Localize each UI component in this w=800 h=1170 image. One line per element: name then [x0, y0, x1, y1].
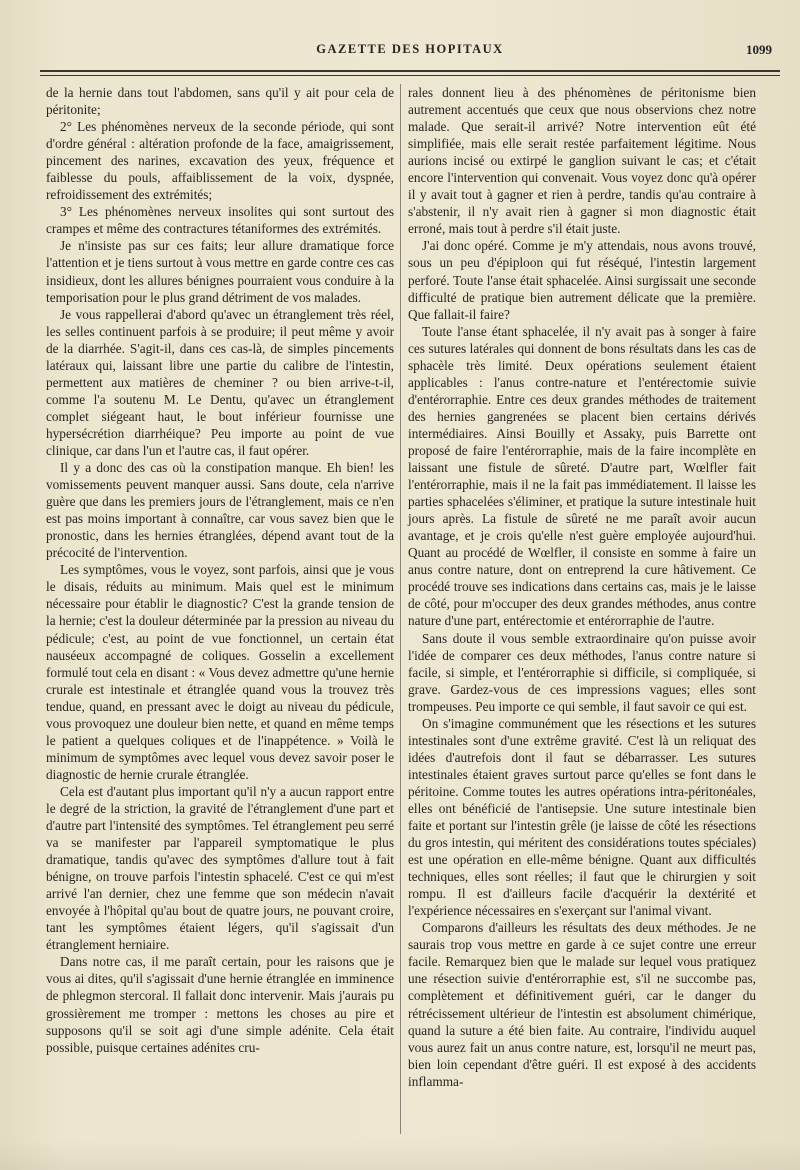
paragraph: Cela est d'autant plus important qu'il n'y a aucun rapport entre le degré de la striction, la gravité de l'étranglement d'une part et d'autre part l'intensité des symptômes. Tel étranglement peu serré va se manifester par l'appareil symptomatique le plus dramatique, tandis qu'avec des symptômes d'allure tout à fait bénigne, on trouve parfois l'intestin sphacelé. C'est ce qui m'est arrivé l'an dernier, chez une femme que son médecin n'avait envoyée à l'hôpital qu'au bout de quatre jours, ne pouvant croire, tant les symptômes étaient légers, qu'il s'agissait d'un étranglement herniaire. — [46, 783, 394, 953]
paragraph: Les symptômes, vous le voyez, sont parfois, ainsi que je vous le disais, réduits au minimum. Mais quel est le minimum nécessaire pour établir le diagnostic? C'est la grande tension de la hernie; c'est la douleur déterminée par la pression au niveau du pédicule; c'est, au point de vue fonctionnel, un certain état nauséeux accompagné de coliques. Gosselin a excellement formulé tout cela en disant : « Vous devez admettre qu'une hernie crurale est intestinale et étranglée quand vous la trouvez très tendue, quand, en pressant avec le doigt au niveau du pédicule, vous provoquez une douleur bien nette, et quand en même temps le patient a quelques coliques et de l'inappétence. » Voilà le minimum de symptômes avec lequel vous devez savoir poser le diagnostic de hernie crurale étranglée. — [46, 562, 394, 782]
paragraph: J'ai donc opéré. Comme je m'y attendais, nous avons trouvé, sous un peu d'épiploon qui fut réséqué, l'intestin largement perforé. Toute l'anse était sphacelée. Ainsi surgissait une seconde difficulté de pratique bien autrement délicate que la première. Que fallait-il faire? — [408, 238, 756, 322]
header-rule-thin — [40, 75, 780, 76]
paragraph: Il y a donc des cas où la constipation manque. Eh bien! les vomissements peuvent manquer aussi. Sans doute, cela n'arrive guère que dans les premiers jours de l'étranglement, mais ce n'en est pas moins important à connaître, car vous savez bien que le pronostic, dans les hernies étranglées, dépend avant tout de la précocité de l'intervention. — [46, 460, 394, 561]
paragraph: Je n'insiste pas sur ces faits; leur allure dramatique force l'attention et je tiens surtout à vous mettre en garde contre ces cas insidieux, dont les allures bénignes pourraient vous conduire à la temporisation pour le plus grand détriment de vos malades. — [46, 238, 394, 305]
page-number: 1099 — [746, 42, 772, 57]
right-column — [408, 84, 756, 1090]
paragraph: Comparons d'ailleurs les résultats des deux méthodes. Je ne saurais trop vous mettre en garde à ce sujet contre une erreur facile. Remarquez bien que le malade sur lequel vous pratiquez une résection suivie d'entérorraphie est, s'il ne succombe pas, complètement et définitivement guéri, car le danger du rétrécissement ultérieur de l'intestin est absolument chimérique, quand la suture a été bien faite. Au contraire, l'individu auquel vous aurez fait un anus contre nature, est, lorsqu'il ne meurt pas, bien loin cependant d'être guéri. Il est exposé à des accidents inflamma- — [408, 920, 756, 1089]
paragraph: 2° Les phénomènes nerveux de la seconde période, qui sont d'ordre général : altération profonde de la face, amaigrissement, pincement des narines, excavation des yeux, fréquence et faiblesse du pouls, affaiblissement de la voix, dyspnée, refroidissement des extrémités; — [46, 119, 394, 203]
paragraph: Dans notre cas, il me paraît certain, pour les raisons que je vous ai dites, qu'il s'agissait d'une hernie étranglée en imminence de phlegmon stercoral. Il fallait donc intervenir. Mais j'aurais pu grossièrement me tromper : mettons les choses au pire et supposons qu'il se soit agi d'une simple adénite. Cela était possible, puisque certaines adénites cru- — [46, 954, 394, 1055]
paragraph: rales donnent lieu à des phénomènes de péritonisme bien autrement accentués que ceux que nous observions chez notre malade. Que serait-il arrivé? Notre intervention eût été simplifiée, mais elle serait restée parfaitement légitime. Nous aurions incisé ou extirpé le ganglion suivant le cas; et c'était encore l'intervention qui convenait. Vous voyez donc qu'à opérer il y avait tout à gagner et rien à perdre, tandis qu'au contraire à s'abstenir, il n'y avait rien à gagner si mon diagnostic était erroné, mais tout à perdre s'il était juste. — [408, 85, 756, 237]
column-divider — [400, 84, 401, 1134]
page-edge-shadow — [0, 1140, 800, 1170]
paragraph: 3° Les phénomènes nerveux insolites qui sont surtout des crampes et même des contractures tétaniformes des extrémités. — [46, 204, 394, 237]
left-column — [46, 84, 394, 1056]
running-title: GAZETTE DES HOPITAUX — [316, 42, 504, 56]
paragraph: On s'imagine communément que les résections et les sutures intestinales sont d'une extrême gravité. C'est là un reliquat des idées d'autrefois dont il faut se débarrasser. Les sutures intestinales étaient graves surtout parce qu'elles se font dans le péritoine. Comme toutes les autres opérations intra-péritonéales, elles ont bénéficié de l'antisepsie. Une suture intestinale bien faite et portant sur l'intestin grêle (je laisse de côté les résections du gros intestin, qui méritent des considérations toutes spéciales) est une opération en elle-même bénigne. Quant aux difficultés techniques, elles sont réelles; il faut que le chirurgien y soit rompu. Il est d'ailleurs facile d'acquérir la dextérité et l'expérience nécessaires en s'exerçant sur l'animal vivant. — [408, 715, 756, 919]
header-rule-thick — [40, 70, 780, 72]
paragraph: Toute l'anse étant sphacelée, il n'y avait pas à songer à faire ces sutures latérales qui donnent de bons résultats dans les cas de sphacèle très limité. Deux opérations seulement étaient applicables : l'anus contre-nature et l'entérectomie suivie d'entérorraphie. Entre ces deux grandes méthodes de traitement des hernies gangrenées se placent bien certains dérivés intermédiaires. Ainsi Bouilly et Assaky, puis Barrette ont proposé de faire l'entérorraphie, mais de la faire incomplète en laissant une fistule de sûreté. D'autre part, Wœlfler fait l'entérorraphie, mais il ne la fait pas immédiatement. Il laisse les parties sphacelées s'éliminer, et pratique la suture intestinale huit jours après. La fistule de sûreté ne me paraît avoir aucun avantage, et je crois qu'elle n'est guère employée aujourd'hui. Quant au procédé de Wœlfler, il consiste en somme à faire un anus contre nature, dont on entreprend la cure hâtivement. Ce procédé trouve ses indications dans certains cas, mais je le laisse de côté, pour m'occuper des deux grandes méthodes, anus contre nature d'une part, entérectomie et entérorraphie de l'autre. — [408, 323, 756, 629]
paragraph: Je vous rappellerai d'abord qu'avec un étranglement très réel, les selles continuent parfois à se produire; il peut même y avoir de la diarrhée. S'agit-il, dans ces cas-là, de simples pincements latéraux qui, laissant libre une partie du calibre de l'intestin, permettent aux matières de cheminer ? ou bien arrive-t-il, comme l'a soutenu M. Le Dentu, qu'avec un étranglement complet siégeant haut, le bout inférieur fournisse une hypersécrétion diarrhéique? Peu importe au point de vue clinique, car dans l'un et l'autre cas, il faut opérer. — [46, 306, 394, 458]
paragraph: Sans doute il vous semble extraordinaire qu'on puisse avoir l'idée de comparer ces deux méthodes, l'anus contre nature si facile, si simple, et l'entérorraphie si difficile, si compliquée, si grave. Gardez-vous de ces impressions vagues; elles sont trompeuses. Peu importe ce qui semble, il faut savoir ce qui est. — [408, 630, 756, 714]
page-header — [40, 42, 780, 64]
paragraph: de la hernie dans tout l'abdomen, sans qu'il y ait pour cela de péritonite; — [46, 85, 394, 118]
